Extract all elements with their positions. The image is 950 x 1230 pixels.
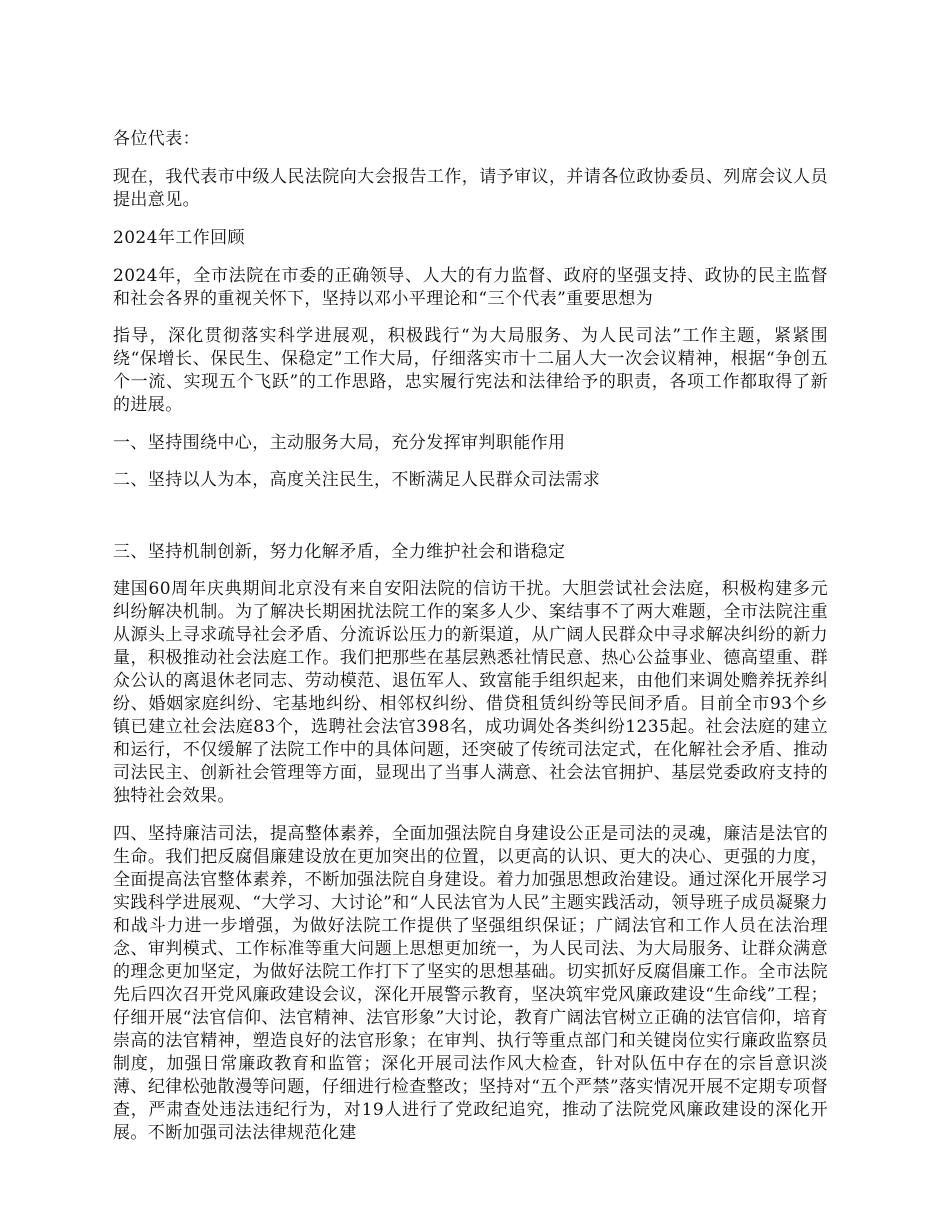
section-4-paragraph: 四、坚持廉洁司法，提高整体素养，全面加强法院自身建设公正是司法的灵魂，廉洁是法官的生命。我们把反腐倡廉建设放在更加突出的位置，以更高的认识、更大的决心、更强的力度，全面提高法官整体素养，不断加强法院自身建设。着力加强思想政治建设。通过深化开展学习实践科学进展观、“大学习、大讨论”和“人民法官为人民”主题实践活动，领导班子成员凝聚力和战斗力进一步增强，为做好法院工作提供了坚强组织保证；广阔法官和工作人员在法治理念、审判模式、工作标准等重大问题上思想更加统一，为人民司法、为大局服务、让群众满意的理念更加坚定，为做好法院工作打下了坚实的思想基础。切实抓好反腐倡廉工作。全市法院先后四次召开党风廉政建设会议，深化开展警示教育，坚决筑牢党风廉政建设“生命线”工程；仔细开展“法官信仰、法官精神、法官形象”大讨论，教育广阔法官树立正确的法官信仰，培育崇高的法官精神，塑造良好的法官形象；在审判、执行等重点部门和关键岗位实行廉政监察员制度，加强日常廉政教育和监管；深化开展司法作风大检查，针对队伍中存在的宗旨意识淡薄、纪律松弛散漫等问题，仔细进行检查整改；坚持对“五个严禁”落实情况开展不定期专项督查，严肃查处违法违纪行为，对19人进行了党政纪追究，推动了法院党风廉政建设的深化开展。不断加强司法法律规范化建 <box>113 824 828 1143</box>
section-1-heading: 一、坚持围绕中心，主动服务大局，充分发挥审判职能作用 <box>113 433 566 453</box>
section-3-paragraph: 建国60周年庆典期间北京没有来自安阳法院的信访干扰。大胆尝试社会法庭，积极构建多元纠纷解决机制。为了解决长期困扰法院工作的案多人少、案结事不了两大难题，全市法院注重从源头上寻求疏导社会矛盾、分流诉讼压力的新渠道，从广阔人民群众中寻求解决纠纷的新力量，积极推动社会法庭工作。我们把那些在基层熟悉社情民意、热心公益事业、德高望重、群众公认的离退休老同志、劳动模范、退伍军人、致富能手组织起来，由他们来调处赡养抚养纠纷、婚姻家庭纠纷、宅基地纠纷、相邻权纠纷、借贷租赁纠纷等民间矛盾。目前全市93个乡镇已建立社会法庭83个，选聘社会法官398名，成功调处各类纠纷1235起。社会法庭的建立和运行，不仅缓解了法院工作中的具体问题，还突破了传统司法定式，在化解社会矛盾、推动司法民主、创新社会管理等方面，显现出了当事人满意、社会法官拥护、基层党委政府支持的独特社会效果。 <box>113 579 828 806</box>
section-2-heading: 二、坚持以人为本，高度关注民生，不断满足人民群众司法需求 <box>113 470 601 490</box>
review-paragraph-2: 指导，深化贯彻落实科学进展观，积极践行“为大局服务、为人民司法”工作主题，紧紧围绕“保增长、保民生、保稳定”工作大局，仔细落实市十二届人大一次会议精神，根据“争创五个一流、实现五个飞跃”的工作思路，忠实履行宪法和法律给予的职责，各项工作都取得了新的进展。 <box>113 326 828 415</box>
intro-paragraph: 现在，我代表市中级人民法院向大会报告工作，请予审议，并请各位政协委员、列席会议人员提出意见。 <box>113 167 828 210</box>
section-3-heading: 三、坚持机制创新，努力化解矛盾，全力维护社会和谐稳定 <box>113 542 566 562</box>
document-body <box>113 128 828 1145</box>
review-heading: 2024年工作回顾 <box>113 228 245 248</box>
greeting: 各位代表： <box>113 129 200 149</box>
review-paragraph-1: 2024年，全市法院在市委的正确领导、人大的有力监督、政府的坚强支持、政协的民主监督和社会各界的重视关怀下，坚持以邓小平理论和“三个代表”重要思想为 <box>113 266 828 309</box>
